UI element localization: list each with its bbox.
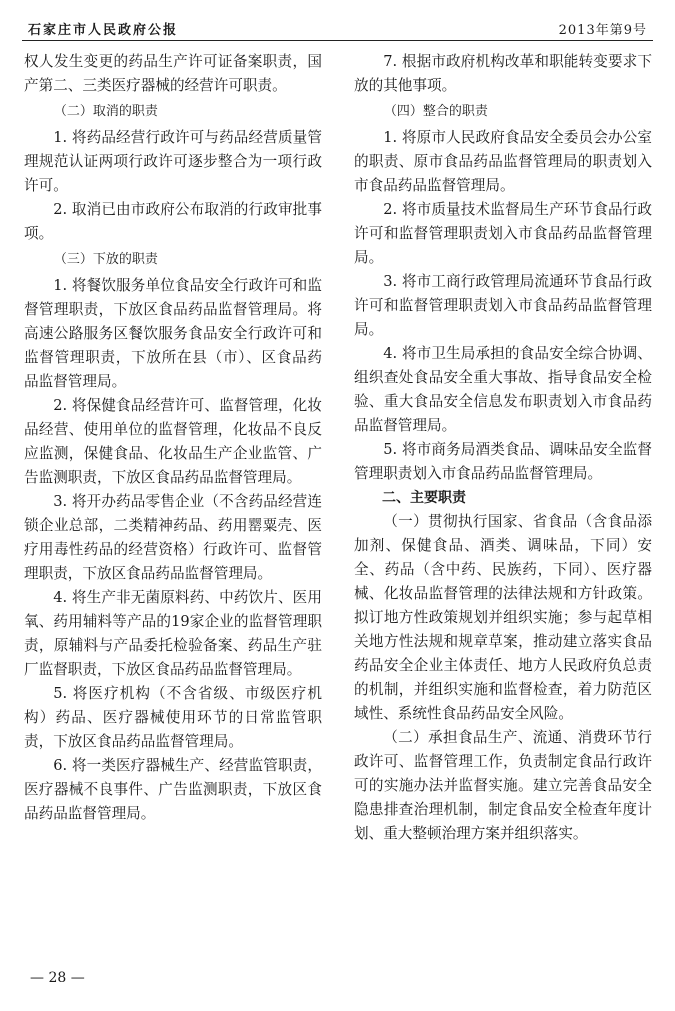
subsection-heading: （二）取消的职责 <box>53 104 158 119</box>
paragraph: 6. 将一类医疗器械生产、经营监管职责，医疗器械不良事件、广告监测职责，下放区食品药品监督管理局。 <box>24 757 322 822</box>
publication-title: 石家庄市人民政府公报 <box>28 23 179 38</box>
paragraph: （二）承担食品生产、流通、消费环节行政许可、监督管理工作，负责制定食品行政许可的实施办法并监督实施。建立完善食品安全隐患排查治理机制，制定食品安全检查年度计划、重大整顿治理方案并组织落实。 <box>354 729 652 842</box>
paragraph: 4. 将生产非无菌原料药、中药饮片、医用氧、药用辅料等产品的19家企业的监督管理职责，原辅料与产品委托检验备案、药品生产驻厂监督职责，下放区食品药品监督管理局。 <box>24 589 322 678</box>
paragraph: 3. 将开办药品零售企业（不含药品经营连锁企业总部，二类精神药品、药用罂粟壳、医疗用毒性药品的经营资格）行政许可、监督管理职责，下放区食品药品监督管理局。 <box>24 493 322 582</box>
subsection-heading: （三）下放的职责 <box>53 252 158 267</box>
right-column <box>354 50 652 846</box>
left-column <box>24 50 322 826</box>
paragraph: 4. 将市卫生局承担的食品安全综合协调、组织查处食品安全重大事故、指导食品安全检验、重大食品安全信息发布职责划入市食品药品监督管理局。 <box>354 345 652 434</box>
paragraph: （一）贯彻执行国家、省食品（含食品添加剂、保健食品、酒类、调味品，下同）安全、药品（含中药、民族药，下同）、医疗器械、化妆品监督管理的法律法规和方针政策。拟订地方性政策规划并组织实施；参与起草相关地方性法规和规章草案，推动建立落实食品药品安全企业主体责任、地方人民政府负总责的机制，并组织实施和监督检查，着力防范区域性、系统性食品药品安全风险。 <box>354 513 652 722</box>
paragraph: 1. 将原市人民政府食品安全委员会办公室的职责、原市食品药品监督管理局的职责划入市食品药品监督管理局。 <box>354 129 652 194</box>
paragraph: 2. 将市质量技术监督局生产环节食品行政许可和监督管理职责划入市食品药品监督管理局。 <box>354 201 652 266</box>
subsection-heading: （四）整合的职责 <box>383 104 488 119</box>
page-number: — 28 — <box>30 970 85 986</box>
paragraph: 权人发生变更的药品生产许可证备案职责，国产第二、三类医疗器械的经营许可职责。 <box>24 53 322 94</box>
page-header <box>22 14 653 41</box>
paragraph: 2. 将保健食品经营许可、监督管理，化妆品经营、使用单位的监督管理，化妆品不良反应监测，保健食品、化妆品生产企业监管、广告监测职责，下放区食品药品监督管理局。 <box>24 397 322 486</box>
paragraph: 1. 将餐饮服务单位食品安全行政许可和监督管理职责，下放区食品药品监督管理局。将高速公路服务区餐饮服务食品安全行政许可和监督管理职责，下放所在县（市）、区食品药品监督管理局。 <box>24 277 322 390</box>
paragraph: 5. 将市商务局酒类食品、调味品安全监督管理职责划入市食品药品监督管理局。 <box>354 441 652 482</box>
paragraph: 7. 根据市政府机构改革和职能转变要求下放的其他事项。 <box>354 53 652 94</box>
paragraph: 3. 将市工商行政管理局流通环节食品行政许可和监督管理职责划入市食品药品监督管理局。 <box>354 273 652 338</box>
issue-number: 2013年第9号 <box>558 23 647 38</box>
paragraph: 1. 将药品经营行政许可与药品经营质量管理规范认证两项行政许可逐步整合为一项行政许可。 <box>24 129 322 194</box>
paragraph: 5. 将医疗机构（不含省级、市级医疗机构）药品、医疗器械使用环节的日常监管职责，下放区食品药品监督管理局。 <box>24 685 322 750</box>
section-heading: 二、主要职责 <box>382 490 466 506</box>
paragraph: 2. 取消已由市政府公布取消的行政审批事项。 <box>24 201 322 242</box>
